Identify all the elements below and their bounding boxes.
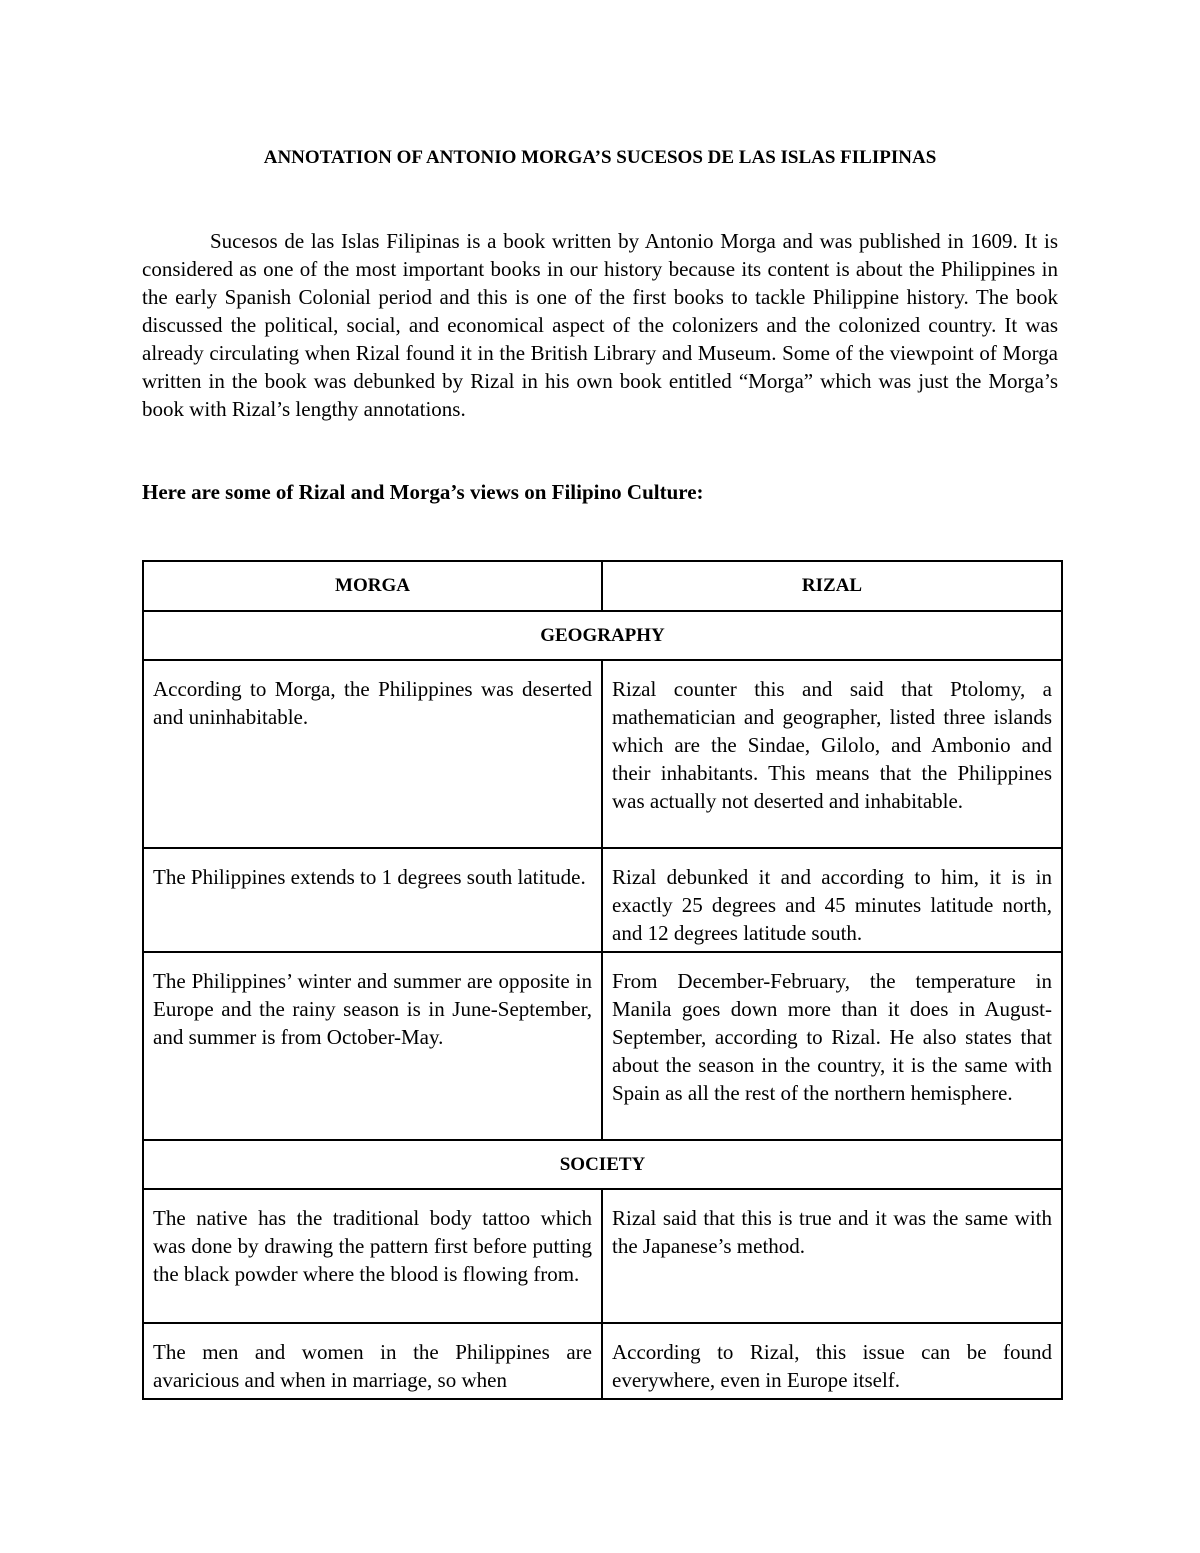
section-row-society xyxy=(143,1140,1062,1189)
rizal-view-cell: From December-February, the temperature in Manila goes down more than it does in August-September, according to Rizal. He also states that about the season in the country, it is the same with Spain as all the rest of the northern hemisphere. xyxy=(602,952,1062,1140)
rizal-view-cell: Rizal said that this is true and it was the same with the Japanese’s method. xyxy=(602,1189,1062,1323)
section-label-geography: GEOGRAPHY xyxy=(143,611,1062,660)
table-header-row xyxy=(143,561,1062,611)
morga-view-cell: The men and women in the Philippines are avaricious and when in marriage, so when xyxy=(143,1323,602,1399)
table-row xyxy=(143,1189,1062,1323)
table-row xyxy=(143,1323,1062,1399)
table-row xyxy=(143,848,1062,952)
morga-view-cell: The native has the traditional body tattoo which was done by drawing the pattern first before putting the black powder where the blood is flowing from. xyxy=(143,1189,602,1323)
table-row xyxy=(143,660,1062,848)
morga-view-cell: According to Morga, the Philippines was deserted and uninhabitable. xyxy=(143,660,602,848)
views-table xyxy=(142,560,1063,1400)
intro-paragraph: Sucesos de las Islas Filipinas is a book written by Antonio Morga and was published in 1609. It is considered as one of the most important books in our history because its content is about the Philippines in the early Spanish Colonial period and this is one of the first books to tackle Philippine history. The book discussed the political, social, and economical aspect of the colonizers and the colonized country. It was already circulating when Rizal found it in the British Library and Museum. Some of the viewpoint of Morga written in the book was debunked by Rizal in his own book entitled “Morga” which was just the Morga’s book with Rizal’s lengthy annotations. xyxy=(142,229,1058,421)
morga-view-cell: The Philippines’ winter and summer are opposite in Europe and the rainy season is in June-September, and summer is from October-May. xyxy=(143,952,602,1140)
document-title: ANNOTATION OF ANTONIO MORGA’S SUCESOS DE LAS ISLAS FILIPINAS xyxy=(263,147,937,168)
table-row xyxy=(143,952,1062,1140)
column-header-rizal: RIZAL xyxy=(602,561,1062,611)
section-label-society: SOCIETY xyxy=(143,1140,1062,1189)
rizal-view-cell: Rizal counter this and said that Ptolomy, a mathematician and geographer, listed three islands which are the Sindae, Gilolo, and Ambonio and their inhabitants. This means that the Philippines was actually not deserted and inhabitable. xyxy=(602,660,1062,848)
morga-view-cell: The Philippines extends to 1 degrees south latitude. xyxy=(143,848,602,952)
rizal-view-cell: According to Rizal, this issue can be found everywhere, even in Europe itself. xyxy=(602,1323,1062,1399)
rizal-view-cell: Rizal debunked it and according to him, it is in exactly 25 degrees and 45 minutes latitude north, and 12 degrees latitude south. xyxy=(602,848,1062,952)
section-row-geography xyxy=(143,611,1062,660)
section-subheading: Here are some of Rizal and Morga’s views on Filipino Culture: xyxy=(142,480,704,504)
column-header-morga: MORGA xyxy=(143,561,602,611)
